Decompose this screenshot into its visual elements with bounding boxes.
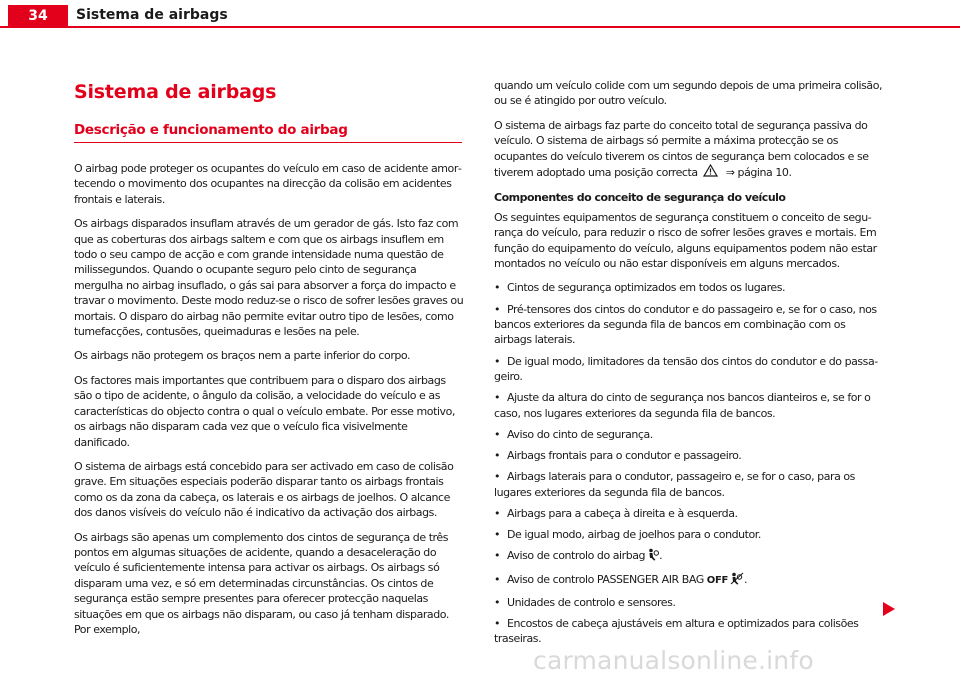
bullet-icon: • xyxy=(494,595,501,609)
bullet-icon: • xyxy=(494,391,501,405)
reference-arrow-icon: ⇒ xyxy=(725,166,735,180)
concept-text: O sistema de airbags faz parte do conceito total de segurança passiva do veículo. O sistema de airbags só permite a máxima protecção se os ocupantes do veículo tiverem os cintos de segurança bem colocados e se tiverem adoptado uma posição correcta xyxy=(494,118,869,180)
right-column xyxy=(494,78,886,653)
paragraph: Os factores mais importantes que contribuem para o disparo dos airbags são o tipo de acidente, o ângulo da colisão, a velocidade do veículo e as características do objecto contra o qual o veículo embate. Por esse motivo, os airbags não disparam cada vez que o veículo fica visivelmente danificado. xyxy=(74,373,455,449)
paragraph: quando um veículo colide com um segundo depois de uma primeira colisão, ou se é atingido por outro veículo. xyxy=(494,79,883,108)
list-item: • De igual modo, airbag de joelhos para o condutor. xyxy=(494,528,761,542)
components-list xyxy=(494,280,886,646)
bullet-icon: • xyxy=(494,470,501,484)
paragraph: Os airbags não protegem os braços nem a parte inferior do corpo. xyxy=(74,349,411,363)
bullet-icon: • xyxy=(494,506,501,520)
paragraph: Os airbags disparados insuflam através de um gerador de gás. Isto faz com que as coberturas dos airbags saltem e com que os airbags insuflem em todo o seu campo de acção e com grande intensidade numa questão de milissegundos. Quando o ocupante seguro pelo cinto de segurança mergulha no airbag insuflado, o gás sai para absorver a força do impacto e travar o movimento. Deste modo reduz-se o risco de sofrer lesões graves ou mortais. O disparo do airbag não permite evitar outro tipo de lesões, como tumefacções, contusões, queimaduras e lesões na pele. xyxy=(74,217,464,339)
page-header xyxy=(0,0,960,28)
list-item: • Encostos de cabeça ajustáveis em altura e optimizados para colisões traseiras. xyxy=(494,616,859,646)
paragraph: Os seguintes equipamentos de segurança constituem o conceito de segurança do veículo, para reduzir o risco de sofrer lesões graves e mortais. Em função do equipamento do veículo, alguns equipamentos podem não estar montados no veículo ou não estar disponíveis em alguns mercados. xyxy=(494,210,877,271)
bullet-icon: • xyxy=(494,427,501,441)
bullet-icon: • xyxy=(494,281,501,295)
list-item: • Aviso de controlo PASSENGER AIR BAG OFF . xyxy=(494,572,886,589)
off-label: OFF xyxy=(706,574,729,586)
paragraph-concept xyxy=(494,118,886,182)
list-item: • Unidades de controlo e sensores. xyxy=(494,595,676,609)
bullet-icon: • xyxy=(494,572,501,586)
bullet-icon: • xyxy=(494,449,501,463)
left-column xyxy=(74,78,464,646)
list-item: • Aviso de controlo do airbag . xyxy=(494,548,886,565)
header-rule xyxy=(0,26,960,28)
bullet-icon: • xyxy=(494,616,501,630)
paragraph: Os airbags são apenas um complemento dos cintos de segurança de três pontos em algumas situações de acidente, quando a desaceleração do veículo é suficientemente intensa para activar os airbags. Os airbags só disparam uma vez, e só em determinadas circunstâncias. Os cintos de segurança estão sempre presentes para oferecer protecção naquelas situações em que os airbags não disparam, ou caso já tenham disparado. Por exemplo, xyxy=(74,530,449,636)
bullet-icon: • xyxy=(494,528,501,542)
running-header-title: Sistema de airbags xyxy=(76,7,228,23)
paragraph: O sistema de airbags está concebido para ser activado em caso de colisão grave. Em situações especiais poderão disparar tanto os airbags frontais como os da zona da cabeça, os laterais e os airbags de joelhos. O alcance dos danos visíveis do veículo não é indicativo da activação dos airbags. xyxy=(74,459,454,520)
warning-triangle-icon xyxy=(703,164,718,181)
passenger-airbag-off-icon xyxy=(730,572,744,589)
list-item: • De igual modo, limitadores da tensão dos cintos do condutor e do passageiro. xyxy=(494,354,879,384)
bullet-icon: • xyxy=(494,549,501,563)
paragraph: O airbag pode proteger os ocupantes do veículo em caso de acidente amortecendo o movimento dos ocupantes na direcção da colisão em acidentes frontais e laterais. xyxy=(74,162,462,206)
list-item: • Aviso do cinto de segurança. xyxy=(494,427,653,441)
bullet-icon: • xyxy=(494,354,501,368)
components-heading: Componentes do conceito de segurança do veículo xyxy=(494,191,786,205)
list-item: • Cintos de segurança optimizados em todos os lugares. xyxy=(494,281,786,295)
bullet-icon: • xyxy=(494,302,501,316)
list-item: • Pré-tensores dos cintos do condutor e do passageiro e, se for o caso, nos bancos exteriores da segunda fila de bancos em combinação com os airbags laterais. xyxy=(494,302,877,347)
list-item: • Airbags para a cabeça à direita e à esquerda. xyxy=(494,506,738,520)
next-page-arrow-icon[interactable] xyxy=(883,601,895,615)
subsection-title: Descrição e funcionamento do airbag xyxy=(74,121,462,143)
list-item: • Airbags frontais para o condutor e passageiro. xyxy=(494,449,742,463)
page-number: 34 xyxy=(8,5,68,28)
list-item: • Ajuste da altura do cinto de segurança nos bancos dianteiros e, se for o caso, nos lugares exteriores da segunda fila de bancos. xyxy=(494,391,871,420)
list-item: • Airbags laterais para o condutor, passageiro e, se for o caso, para os lugares exteriores da segunda fila de bancos. xyxy=(494,470,855,499)
section-title: Sistema de airbags xyxy=(74,81,277,103)
watermark: carmanualsonline.info xyxy=(533,646,814,675)
page-reference-link[interactable]: página 10. xyxy=(737,166,792,180)
airbag-warning-lamp-icon xyxy=(647,548,659,565)
